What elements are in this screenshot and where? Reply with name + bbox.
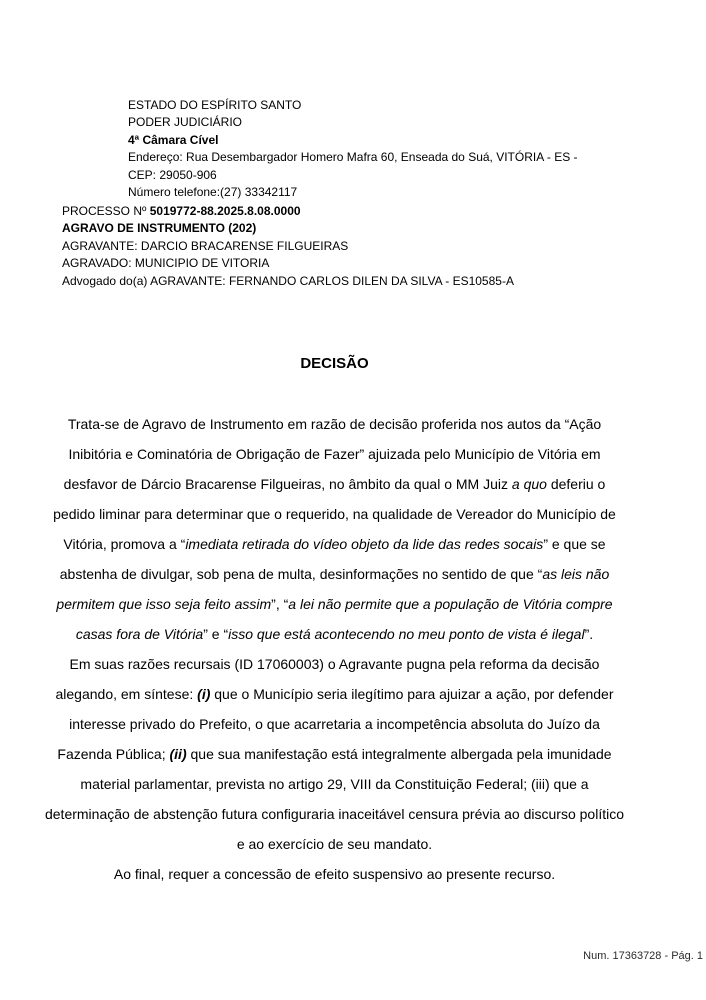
paragraph-segment: as leis não permitem que isso seja feito assim: [56, 566, 610, 612]
paragraph-segment: Trata-se de Agravo de Instrumento em razão de decisão proferida nos autos da “Ação Inibitória e Cominatória de Obrigação de Fazer” ajuizada pelo Município de Vitória em desfavor de Dárcio Bracarense Filgueiras, no âmbito da qual o MM Juiz: [63, 416, 602, 492]
paragraph-segment: isso que está acontecendo no meu ponto de vista é ilegal: [228, 626, 585, 642]
paragraph-segment: a quo: [511, 476, 547, 492]
case-info-block: [62, 203, 514, 290]
paragraph-segment: ” e “: [203, 626, 229, 642]
paragraph-segment: Em suas razões recursais (ID 17060003) o Agravante pugna pela reforma da decisão alegando, em síntese:: [55, 656, 600, 702]
paragraph-segment: que sua manifestação está integralmente albergada pela imunidade material parlamentar, prevista no artigo 29, VIII da Constituição Federal; (iii) que a determinação de abstenção futura configuraria inaceitável censura prévia ao discurso político e ao exercício de seu mandato.: [44, 746, 624, 852]
decision-paragraph: [42, 409, 627, 649]
court-header: [128, 97, 578, 201]
paragraph-segment: a lei não permite que a população de Vitória compre casas fora de Vitória: [75, 596, 613, 642]
decision-paragraph: [42, 649, 627, 859]
header-address-line1: Endereço: Rua Desembargador Homero Mafra 60, Enseada do Suá, VITÓRIA - ES -: [128, 150, 578, 165]
paragraph-segment: deferiu o pedido liminar para determinar que o requerido, na qualidade de Vereador do Município de Vitória, promova a “: [53, 476, 616, 552]
process-number: 5019772-88.2025.8.08.0000: [149, 204, 301, 218]
agravado-line: AGRAVADO: MUNICIPIO DE VITORIA: [62, 256, 270, 271]
decision-title: DECISÃO: [300, 355, 369, 372]
paragraph-segment: imediata retirada do vídeo objeto da lide das redes socais: [185, 536, 544, 552]
paragraph-segment: ”.: [584, 626, 594, 642]
header-phone-line: Número telefone:(27) 33342117: [128, 185, 298, 200]
case-class-line: AGRAVO DE INSTRUMENTO (202): [62, 221, 257, 236]
decision-paragraph: [42, 859, 627, 889]
page-footer-reference: Num. 17363728 - Pág. 1: [583, 950, 703, 962]
agravante-line: AGRAVANTE: DARCIO BRACARENSE FILGUEIRAS: [62, 238, 349, 253]
header-branch-line: PODER JUDICIÁRIO: [128, 115, 243, 130]
paragraph-segment: que o Município seria ilegítimo para ajuizar a ação, por defender interesse privado do Prefeito, o que acarretaria a incompetência absoluta do Juízo da Fazenda Pública;: [57, 686, 614, 762]
header-state-line: ESTADO DO ESPÍRITO SANTO: [128, 98, 302, 112]
header-chamber-line: 4ª Câmara Cível: [128, 132, 219, 147]
lawyer-line: Advogado do(a) AGRAVANTE: FERNANDO CARLOS DILEN DA SILVA - ES10585-A: [62, 273, 514, 288]
decision-body: [42, 409, 627, 889]
paragraph-segment: (i): [197, 686, 211, 702]
process-number-line: [62, 203, 514, 220]
paragraph-segment: (ii): [169, 746, 187, 762]
header-address-line2: CEP: 29050-906: [128, 167, 217, 182]
paragraph-segment: ” e que se abstenha de divulgar, sob pena de multa, desinformações no sentido de que “: [59, 536, 606, 582]
process-label: PROCESSO Nº: [62, 204, 150, 218]
paragraph-segment: ”, “: [271, 596, 289, 612]
paragraph-segment: Ao final, requer a concessão de efeito suspensivo ao presente recurso.: [113, 866, 556, 882]
